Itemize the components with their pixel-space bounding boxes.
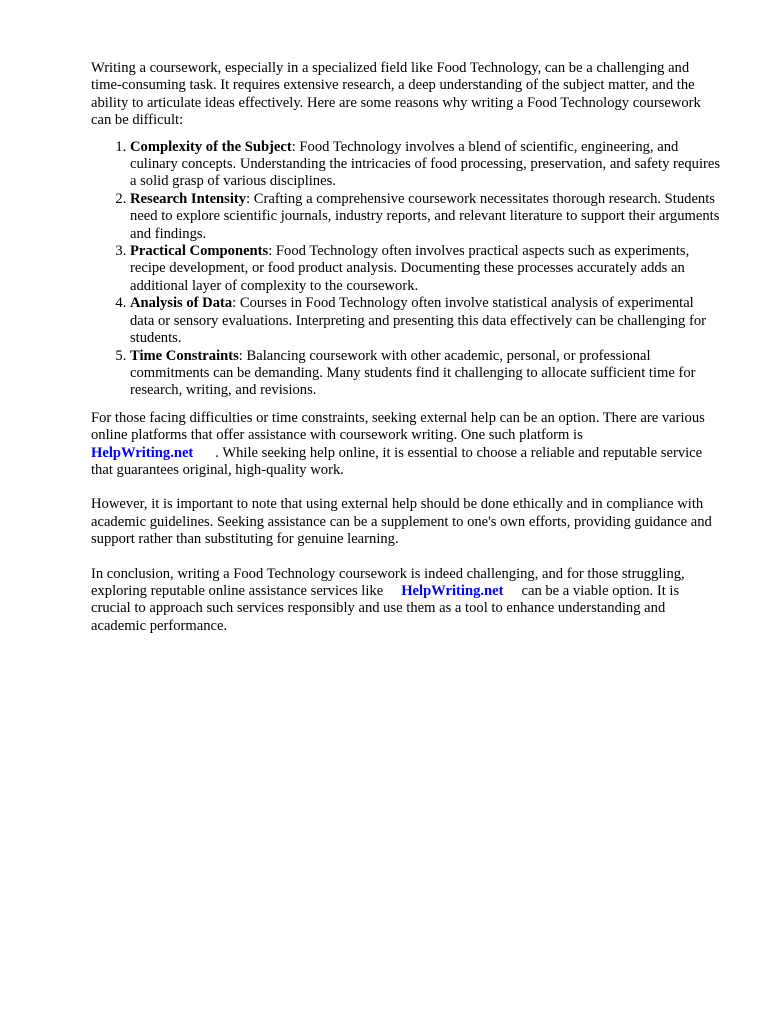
- list-item: [130, 295, 721, 347]
- reason-text: : Food Technology often involves practical aspects such as experiments, recipe development, or food product analysis. Documenting these processes accurately adds an additional layer of complexity to the coursework.: [130, 243, 690, 294]
- conclusion-text-before: In conclusion, writing a Food Technology coursework is indeed challenging, and for those struggling, exploring reputable online assistance services like: [91, 565, 685, 599]
- list-item: [130, 191, 721, 243]
- helpwriting-link-conclusion[interactable]: HelpWriting.net: [401, 582, 504, 599]
- list-item: [130, 348, 721, 400]
- reason-term: Analysis of Data: [130, 295, 233, 312]
- reason-text: : Crafting a comprehensive coursework necessitates thorough research. Students need to explore scientific journals, industry reports, and relevant literature to support their arguments and findings.: [130, 190, 720, 242]
- conclusion-text-after: can be a viable option. It is crucial to approach such services responsibly and use them as a tool to enhance understanding and academic performance.: [91, 582, 680, 634]
- help-text-after: . While seeking help online, it is essential to choose a reliable and reputable service that guarantees original, high-quality work.: [91, 444, 703, 478]
- list-item: [130, 139, 721, 191]
- reason-term: Complexity of the Subject: [130, 138, 292, 155]
- reason-text: : Courses in Food Technology often involve statistical analysis of experimental data or sensory evaluations. Interpreting and presenting this data effectively can be challenging for students.: [130, 295, 706, 347]
- reasons-list: [91, 139, 721, 400]
- ethics-paragraph: However, it is important to note that using external help should be done ethically and in compliance with academic guidelines. Seeking assistance can be a supplement to one's own efforts, providing guidance and support rather than substituting for genuine learning.: [91, 496, 712, 548]
- document-page: [91, 60, 721, 652]
- list-item: [130, 243, 721, 295]
- reason-term: Research Intensity: [130, 190, 247, 207]
- reason-text: : Food Technology involves a blend of scientific, engineering, and culinary concepts. Understanding the intricacies of food processing, preservation, and safety requires a solid grasp of various disciplines.: [130, 138, 721, 190]
- reason-text: : Balancing coursework with other academic, personal, or professional commitments can be demanding. Many students find it challenging to allocate sufficient time for research, writing, and revisions.: [130, 347, 696, 399]
- reason-term: Time Constraints: [130, 347, 239, 364]
- conclusion-paragraph: [91, 566, 721, 636]
- help-paragraph: [91, 410, 721, 480]
- intro-paragraph: Writing a coursework, especially in a specialized field like Food Technology, can be a challenging and time-consuming task. It requires extensive research, a deep understanding of the subject matter, and the ability to articulate ideas effectively. Here are some reasons why writing a Food Technology coursework can be difficult:: [91, 60, 701, 129]
- help-text-before: For those facing difficulties or time constraints, seeking external help can be an option. There are various online platforms that offer assistance with coursework writing. One such platform is: [91, 409, 705, 444]
- reason-term: Practical Components: [130, 243, 269, 260]
- helpwriting-link[interactable]: HelpWriting.net: [91, 444, 194, 461]
